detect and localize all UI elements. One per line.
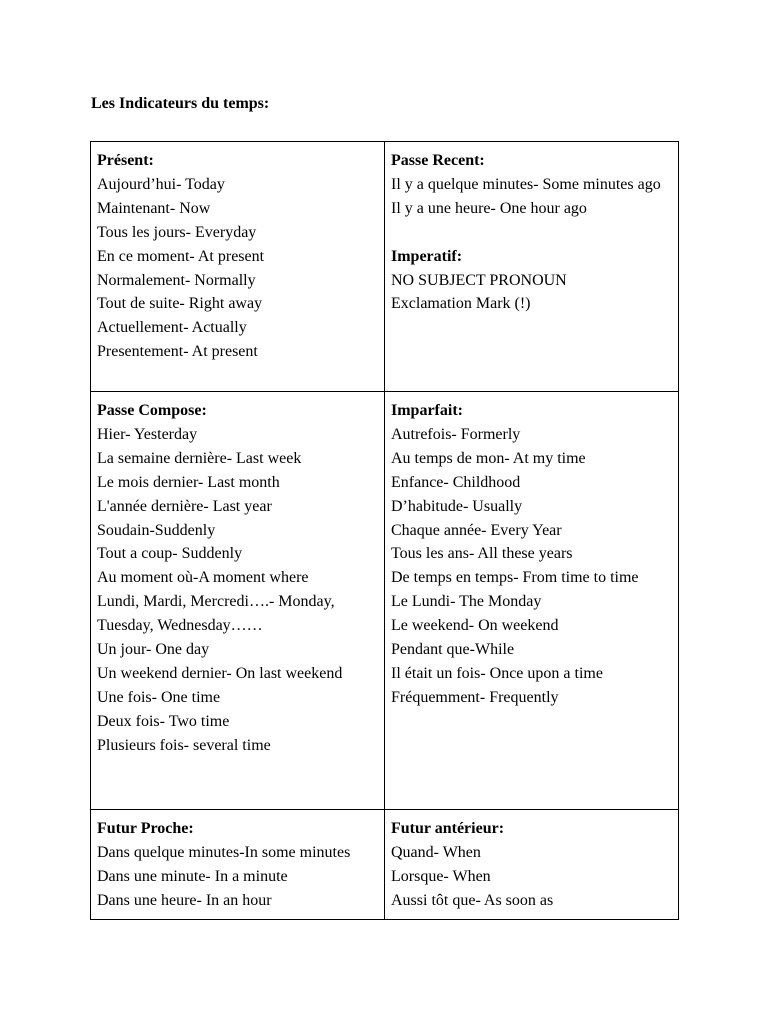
tense-indicators-table	[90, 141, 679, 920]
list-item: Il y a quelque minutes- Some minutes ago	[391, 175, 661, 193]
cell-futur-proche	[91, 810, 385, 920]
list-item: Tous les jours- Everyday	[97, 223, 257, 241]
list-item: Le weekend- On weekend	[391, 617, 559, 635]
list-item: Aujourd’hui- Today	[97, 175, 225, 193]
cell-imparfait	[385, 392, 679, 810]
list-item: En ce moment- At present	[97, 247, 265, 265]
list-item: Chaque année- Every Year	[391, 521, 562, 539]
list-item: Fréquemment- Frequently	[391, 688, 559, 706]
heading-present: Présent:	[97, 152, 154, 169]
cell-present	[91, 142, 385, 392]
list-item: Exclamation Mark (!)	[391, 295, 531, 313]
list-item: Dans une minute- In a minute	[97, 867, 288, 885]
page-title: Les Indicateurs du temps:	[91, 95, 270, 112]
list-item: Tout de suite- Right away	[97, 295, 263, 313]
heading-imperatif: Imperatif:	[391, 247, 463, 265]
list-item: Autrefois- Formerly	[391, 425, 521, 443]
list-item: Lorsque- When	[391, 867, 491, 885]
list-item: Le Lundi- The Monday	[391, 593, 542, 611]
list-item: Dans quelque minutes-In some minutes	[97, 843, 351, 861]
list-item: Un jour- One day	[97, 641, 210, 659]
list-item: Le mois dernier- Last month	[97, 473, 280, 491]
list-item: Soudain-Suddenly	[97, 521, 216, 539]
cell-passe-recent-imperatif	[385, 142, 679, 392]
list-item: De temps en temps- From time to time	[391, 569, 639, 587]
list-item: La semaine dernière- Last week	[97, 449, 302, 467]
list-item: Tout a coup- Suddenly	[97, 545, 243, 563]
list-item: Dans une heure- In an hour	[97, 891, 272, 909]
list-item: Aussi tôt que- As soon as	[391, 891, 554, 909]
list-item: Normalement- Normally	[97, 271, 256, 289]
heading-passe-compose: Passe Compose:	[97, 402, 207, 419]
list-item: Hier- Yesterday	[97, 425, 198, 443]
list-item: Un weekend dernier- On last weekend	[97, 664, 343, 682]
list-item: Maintenant- Now	[97, 199, 211, 217]
list-item: Enfance- Childhood	[391, 473, 521, 491]
list-item: Quand- When	[391, 843, 481, 861]
list-item: Plusieurs fois- several time	[97, 736, 271, 754]
heading-futur-anterieur: Futur antérieur:	[391, 820, 505, 837]
list-item: Au moment où-A moment where	[97, 569, 309, 587]
list-item: Deux fois- Two time	[97, 712, 230, 730]
list-item: Lundi, Mardi, Mercredi….- Monday, Tuesday, Wednesday……	[97, 593, 339, 635]
list-item: Il y a une heure- One hour ago	[391, 199, 587, 217]
heading-imparfait: Imparfait:	[391, 402, 463, 419]
list-item: NO SUBJECT PRONOUN	[391, 271, 567, 289]
cell-futur-anterieur	[385, 810, 679, 920]
list-item: D’habitude- Usually	[391, 497, 523, 515]
list-item: Une fois- One time	[97, 688, 221, 706]
list-item: Il était un fois- Once upon a time	[391, 664, 603, 682]
spacer	[391, 221, 673, 245]
heading-futur-proche: Futur Proche:	[97, 820, 194, 837]
heading-passe-recent: Passe Recent:	[391, 152, 485, 169]
list-item: Actuellement- Actually	[97, 319, 247, 337]
list-item: L'année dernière- Last year	[97, 497, 272, 515]
list-item: Tous les ans- All these years	[391, 545, 573, 563]
list-item: Presentement- At present	[97, 343, 258, 361]
cell-passe-compose	[91, 392, 385, 810]
list-item: Pendant que-While	[391, 641, 515, 659]
list-item: Au temps de mon- At my time	[391, 449, 586, 467]
